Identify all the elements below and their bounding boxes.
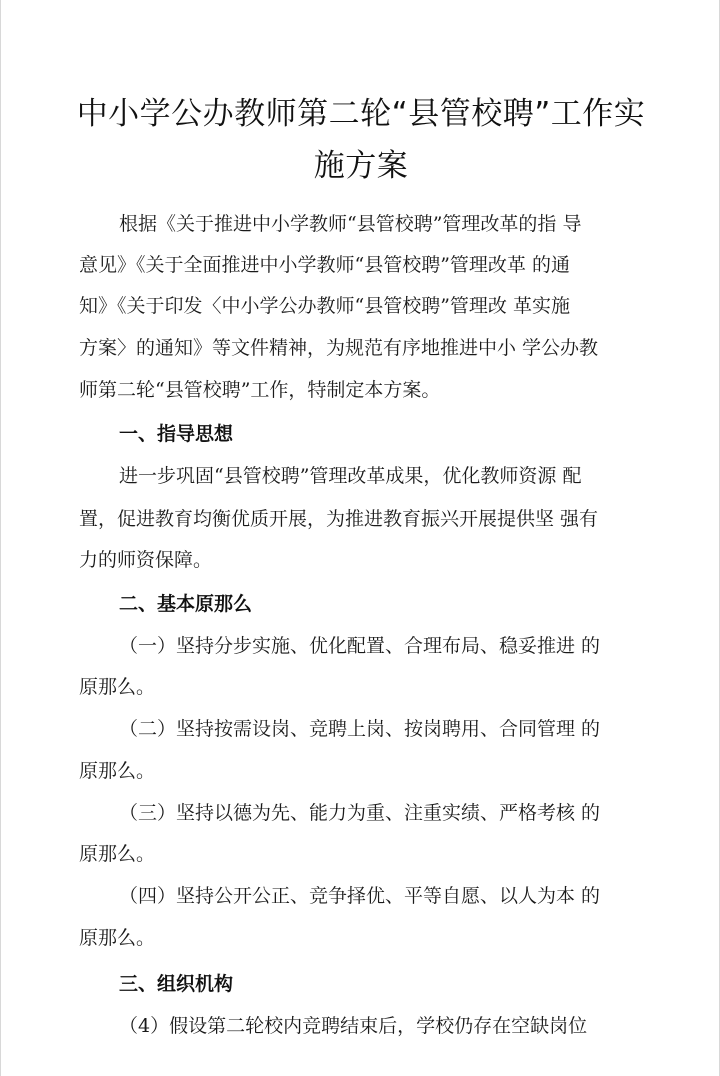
intro-line: 师第二轮“县管校聘”工作，特制定本方案。 (79, 379, 441, 401)
principle-item-line: （二）坚持按需设岗、竞聘上岗、按岗聘用、合同管理 的 (119, 718, 601, 740)
intro-line: 知》《关于印发〈中小学公办教师“县管校聘”管理改 革实施 (79, 295, 570, 317)
section1-line: 进一步巩固“县管校聘”管理改革成果，优化教师资源 配 (119, 465, 582, 487)
principle-item-line: （四）坚持公开公正、竞争择优、平等自愿、以人为本 的 (119, 885, 601, 907)
section1-line: 置，促进教育均衡优质开展，为推进教育振兴开展提供坚 强有 (79, 508, 599, 530)
intro-line: 意见》《关于全面推进中小学教师“县管校聘”管理改革 的通 (79, 254, 570, 276)
principle-item-line: （三）坚持以德为先、能力为重、注重实绩、严格考核 的 (119, 802, 601, 824)
principle-item-line: 原那么。 (79, 843, 156, 865)
principle-item-line: 原那么。 (79, 927, 156, 949)
principle-item-line: （一）坚持分步实施、优化配置、合理布局、稳妥推进 的 (119, 635, 601, 657)
section-heading-organization: 三、组织机构 (119, 973, 234, 995)
principle-item-line: 原那么。 (79, 676, 156, 698)
principle-item-line: 原那么。 (79, 760, 156, 782)
section-heading-guiding-thought: 一、指导思想 (119, 423, 234, 445)
section-heading-basic-principles: 二、基本原那么 (119, 593, 253, 615)
section3-line: （4）假设第二轮校内竞聘结束后，学校仍存在空缺岗位 (119, 1015, 588, 1037)
intro-line: 根据《关于推进中小学教师“县管校聘”管理改革的指 导 (119, 213, 582, 235)
intro-line: 方案〉的通知》等文件精神，为规范有序地推进中小 学公办教 (79, 337, 599, 359)
document-title-line-1: 中小学公办教师第二轮“县管校聘”工作实 (76, 96, 646, 132)
document-title-line-2: 施方案 (313, 148, 409, 184)
section1-line: 力的师资保障。 (79, 549, 213, 571)
